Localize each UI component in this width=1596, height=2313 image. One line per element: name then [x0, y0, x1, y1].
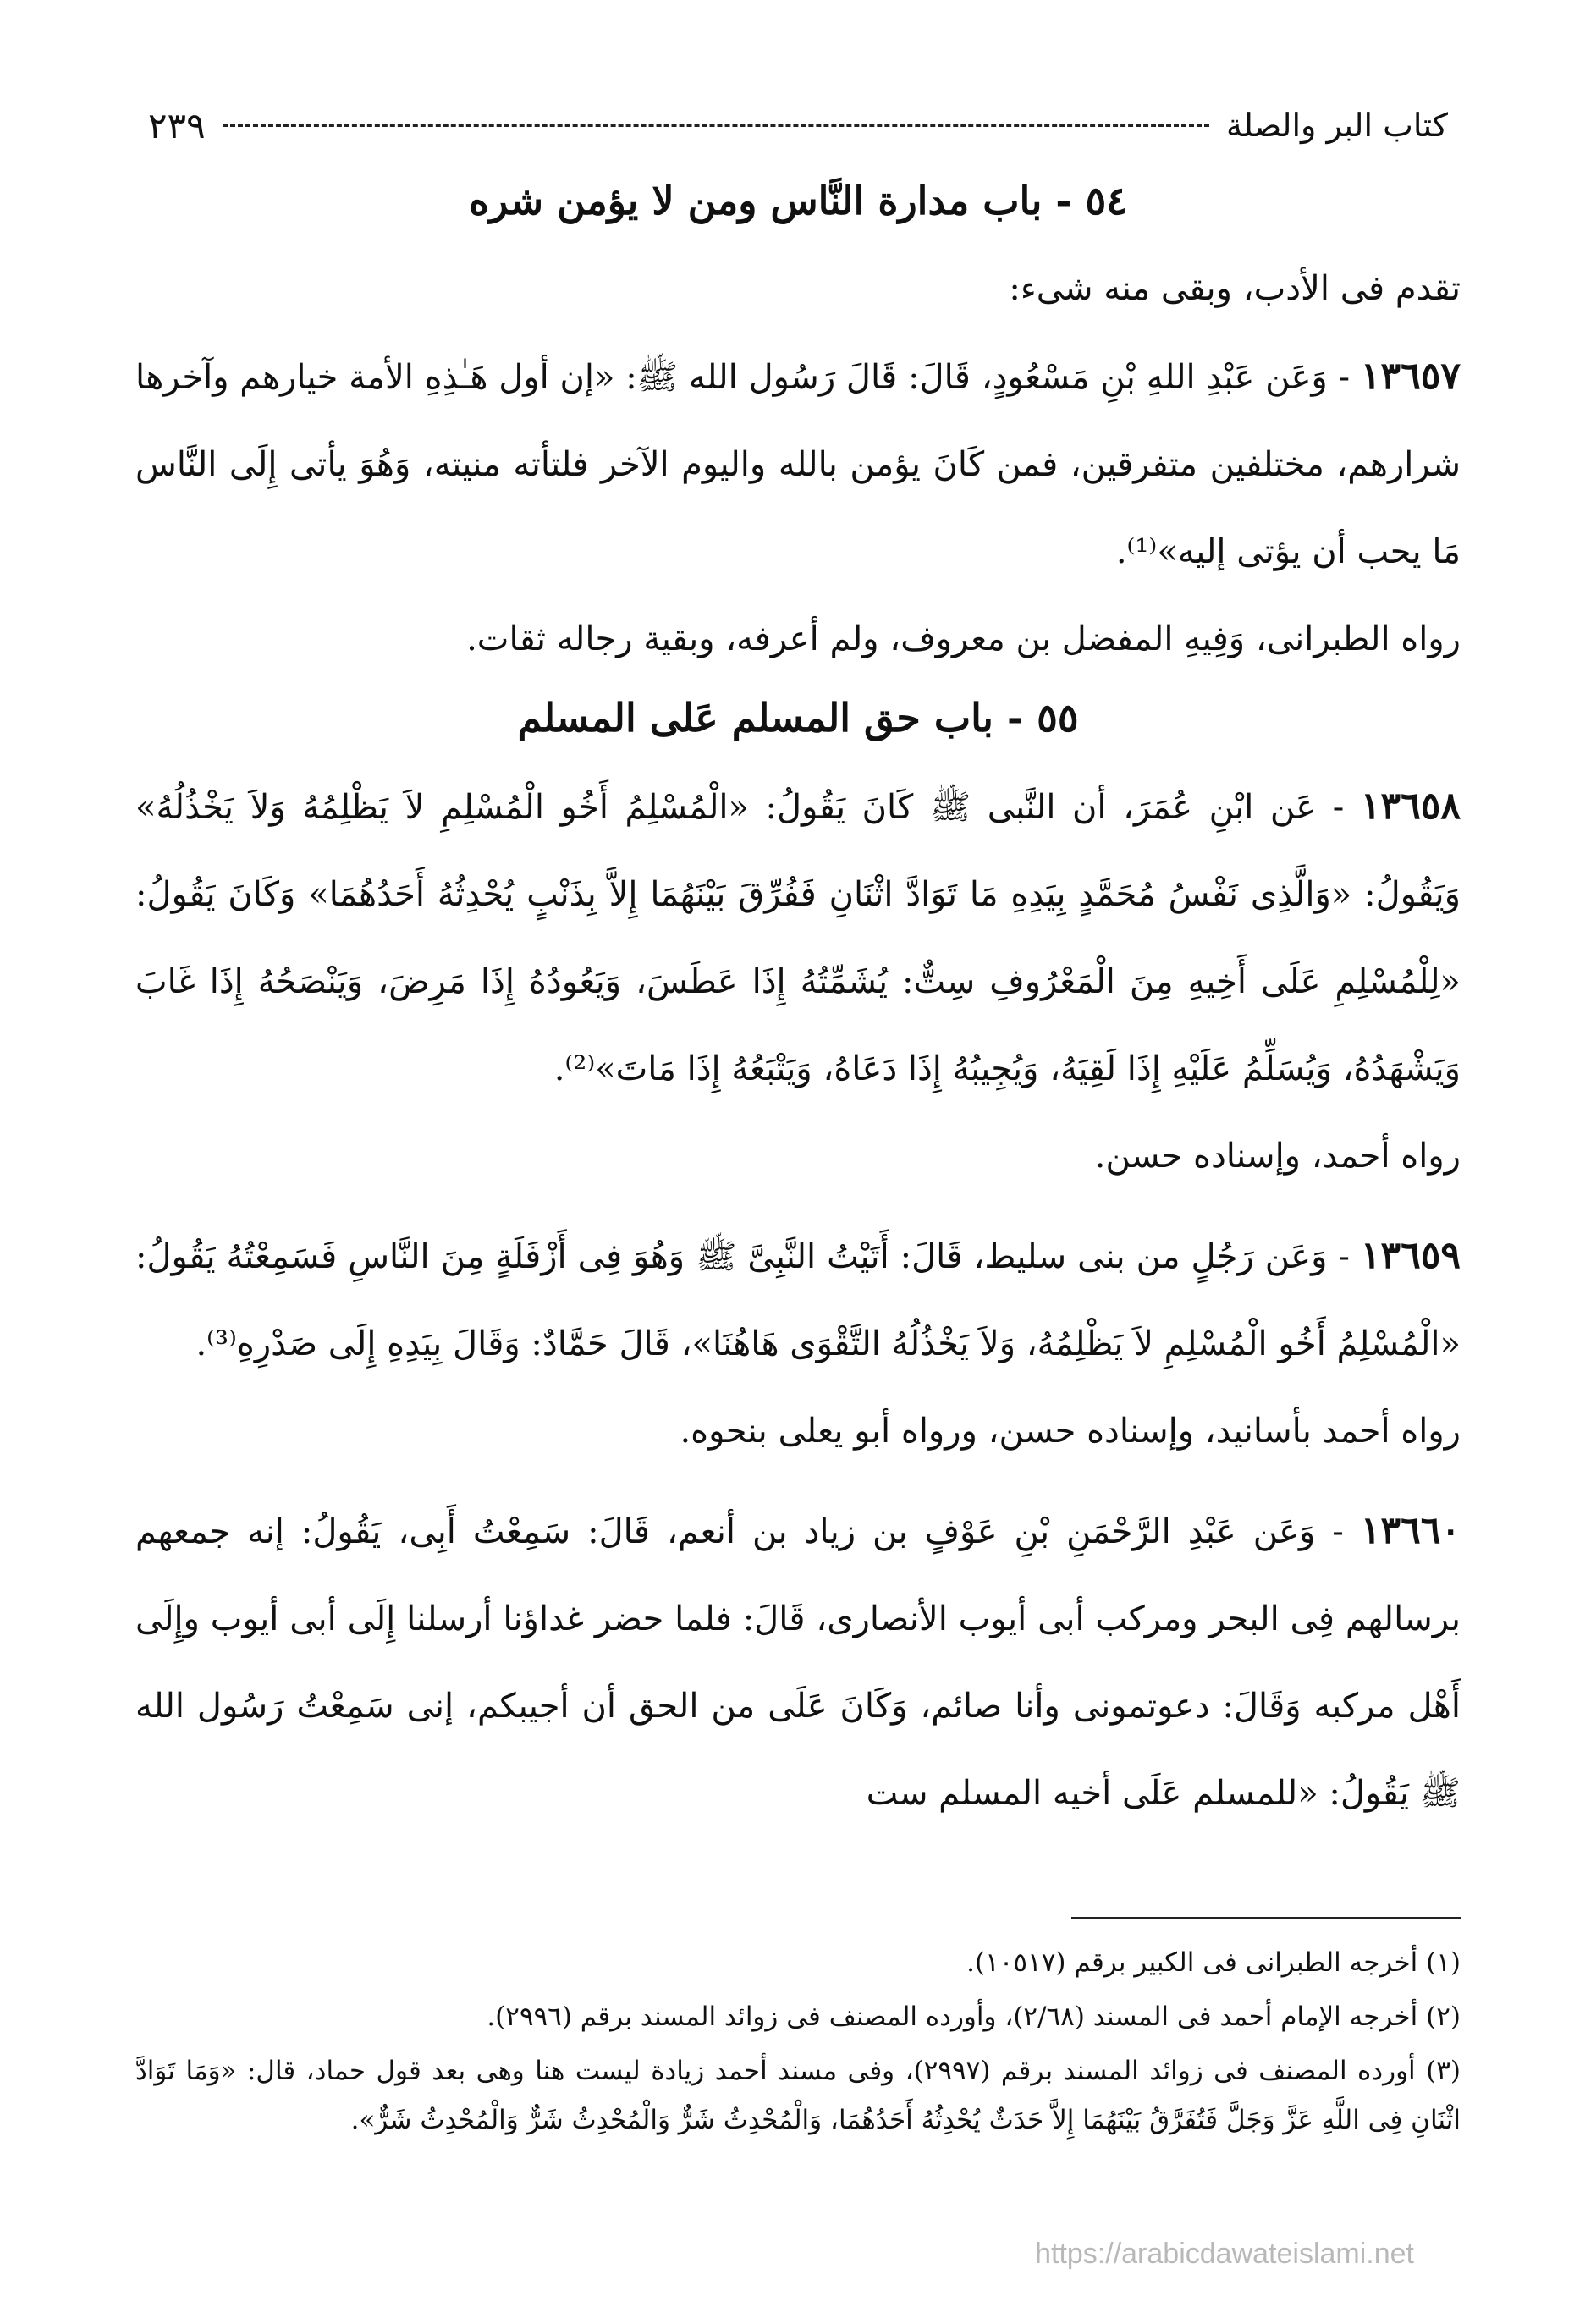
- header-dashed-rule: [223, 124, 1209, 127]
- page-body: [135, 169, 1461, 1837]
- hadith-text: - وَعَن عَبْدِ الرَّحْمَنِ بْنِ عَوْفٍ بن زياد بن أنعم، قَالَ: سَمِعْتُ أَبِى، يَقُولُ: إنه جمعهم برسالهم فِى البحر ومركب أبى أيوب الأنصارى، قَالَ: فلما حضر غداؤنا أرسلنا إِلَى أبى أيوب وإِلَى أَهْل مركبه وَقَالَ: دعوتمونى وأنا صائم، وَكَانَ عَلَى من الحق أن أجيبكم، إنى سَمِعْتُ رَسُول الله ﷺ يَقُولُ: «للمسلم عَلَى أخيه المسلم ست: [135, 1512, 1461, 1813]
- hadith-13660: [135, 1487, 1461, 1837]
- running-header: [148, 100, 1448, 151]
- hadith-number: ١٣٦٥٧: [1360, 355, 1461, 398]
- page-number: ٢٣٩: [148, 104, 206, 146]
- hadith-13657: [135, 333, 1461, 596]
- hadith-13658-grading: رواه أحمد، وإسناده حسن.: [1094, 1137, 1461, 1176]
- hadith-number: ١٣٦٥٨: [1360, 785, 1461, 828]
- hadith-13657-grading: رواه الطبرانى، وَفِيهِ المفضل بن معروف، ولم أعرفه، وبقية رجاله ثقات.: [466, 620, 1461, 658]
- footnote-2: (٢) أخرجه الإمام أحمد فى المسند (٢/٦٨)، وأورده المصنف فى زوائد المسند برقم (٢٩٩٦).: [487, 2002, 1461, 2032]
- footnote-separator: [1071, 1917, 1461, 1919]
- hadith-13659: [135, 1212, 1461, 1388]
- footnote-1: (١) أخرجه الطبرانى فى الكبير برقم (١٠٥١٧).: [966, 1947, 1461, 1978]
- footnote-3: (٣) أورده المصنف فى زوائد المسند برقم (٢٩٩٧)، وفى مسند أحمد زيادة ليست هنا وهى بعد قول حماد، قال: «وَمَا تَوَادَّ اثْنَانِ فِى اللَّهِ عَزَّ وَجَلَّ فَتُفَرَّقُ بَيْنَهُمَا إِلاَّ حَدَثٌ يُحْدِثُهُ أَحَدُهُمَا، وَالْمُحْدِثُ شَرٌّ وَالْمُحْدِثُ شَرٌّ وَالْمُحْدِثُ شَرٌّ».: [135, 2056, 1461, 2135]
- footnotes: [135, 1938, 1461, 2150]
- hadith-number: ١٣٦٦٠: [1360, 1509, 1461, 1552]
- hadith-13658: [135, 763, 1461, 1113]
- hadith-13659-grading: رواه أحمد بأسانيد، وإسناده حسن، ورواه أبو يعلى بنحوه.: [680, 1412, 1461, 1451]
- hadith-text: - وَعَن رَجُلٍ من بنى سليط، قَالَ: أَتَيْتُ النَّبِىَّ ﷺ وَهُوَ فِى أَزْفَلَةٍ مِنَ النَّاسِ فَسَمِعْتُهُ يَقُولُ: «الْمُسْلِمُ أَخُو الْمُسْلِمِ لاَ يَظْلِمُهُ، وَلاَ يَخْذُلُهُ التَّقْوَى هَاهُنَا»، قَالَ حَمَّادٌ: وَقَالَ بِيَدِهِ إِلَى صَدْرِهِ⁽³⁾.: [135, 1237, 1461, 1363]
- book-title: كتاب البر والصلة: [1225, 107, 1448, 144]
- hadith-number: ١٣٦٥٩: [1360, 1234, 1461, 1277]
- watermark-url: https://arabicdawateislami.net: [1035, 2238, 1414, 2270]
- chapter-heading-54: ٥٤ - باب مدارة النَّاس ومن لا يؤمن شره: [469, 178, 1127, 223]
- hadith-text: - وَعَن عَبْدِ اللهِ بْنِ مَسْعُودٍ، قَالَ: قَالَ رَسُول الله ﷺ: «إن أول هَـٰذِهِ الأمة خيارهم وآخرها شرارهم، مختلفين متفرقين، فمن كَانَ يؤمن بالله واليوم الآخر فلتأته منيته، وَهُوَ يأتى إِلَى النَّاس مَا يحب أن يؤتى إليه»⁽¹⁾.: [135, 358, 1461, 571]
- chapter-heading-55: ٥٥ - باب حق المسلم عَلى المسلم: [517, 695, 1079, 741]
- chapter-intro-54: تقدم فى الأدب، وبقى منه شىء:: [1009, 269, 1461, 308]
- hadith-text: - عَن ابْنِ عُمَرَ، أن النَّبى ﷺ كَانَ يَقُولُ: «الْمُسْلِمُ أَخُو الْمُسْلِمِ لاَ يَظْلِمُهُ وَلاَ يَخْذُلُهُ» وَيَقُولُ: «وَالَّذِى نَفْسُ مُحَمَّدٍ بِيَدِهِ مَا تَوَادَّ اثْنَانِ فَفُرِّقَ بَيْنَهُمَا إِلاَّ بِذَنْبٍ يُحْدِثُهُ أَحَدُهُمَا» وَكَانَ يَقُولُ: «لِلْمُسْلِمِ عَلَى أَخِيهِ مِنَ الْمَعْرُوفِ سِتٌّ: يُشَمِّتُهُ إِذَا عَطَسَ، وَيَعُودُهُ إِذَا مَرِضَ، وَيَنْصَحُهُ إِذَا غَابَ وَيَشْهَدُهُ، وَيُسَلِّمُ عَلَيْهِ إِذَا لَقِيَهُ، وَيُجِيبُهُ إِذَا دَعَاهُ، وَيَتْبَعُهُ إِذَا مَاتَ»⁽²⁾.: [135, 788, 1461, 1088]
